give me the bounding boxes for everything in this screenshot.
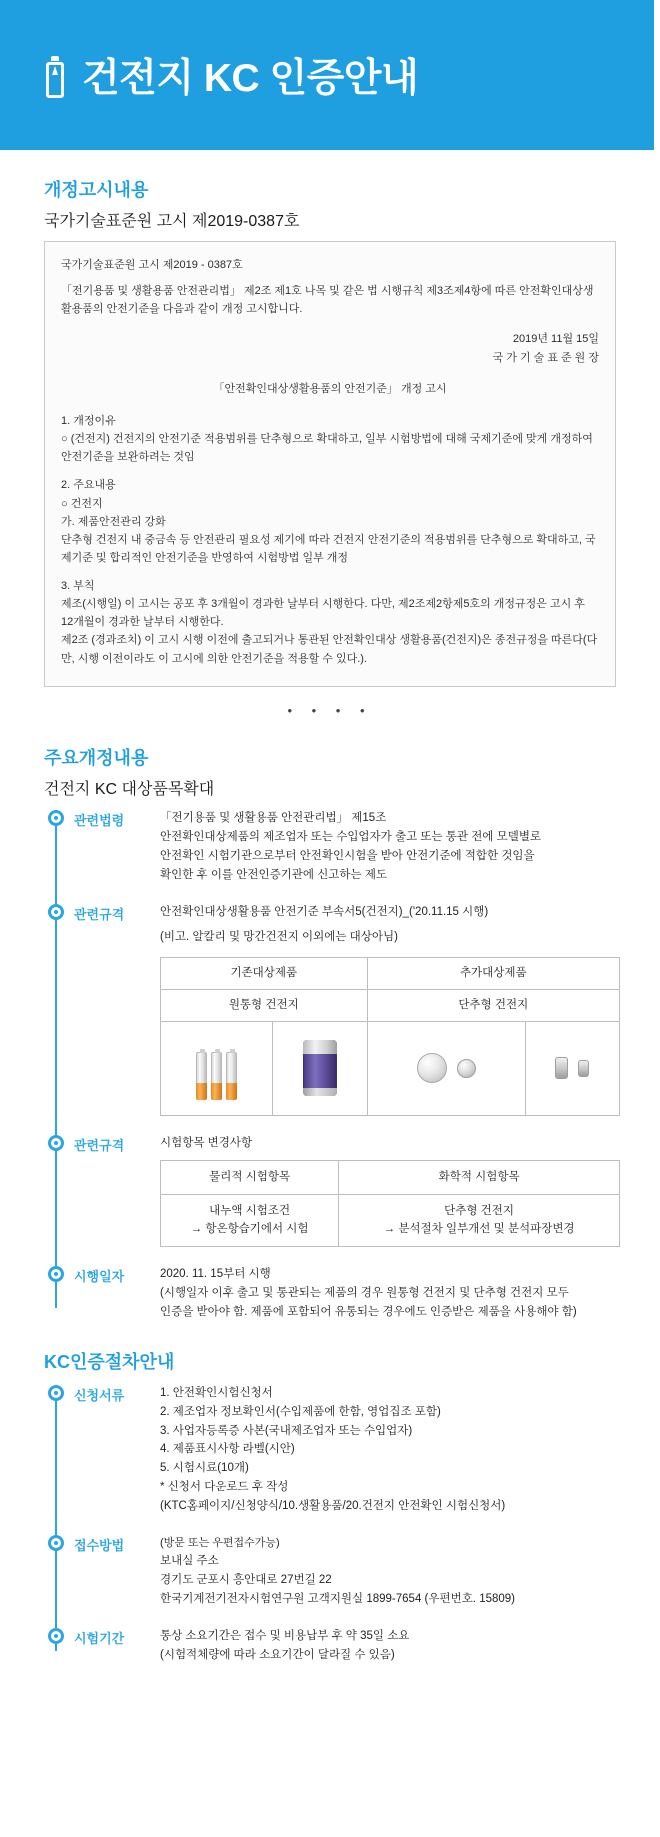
section-divider-dots: • • • • [287,702,373,718]
timeline-label: 접수방법 [74,1538,125,1554]
submission-line-2: 보내실 주소 [160,1555,219,1568]
doc-line-7: (KTC홈페이지/신청양식/10.생활용품/20.건전지 안전확인 시험신청서) [160,1500,506,1513]
doc-line-4: 4. 제품표시사항 라벨(시안) [160,1443,295,1456]
timeline-body [160,1534,660,1609]
timeline-dot-icon [48,1628,64,1644]
page-title: 건전지 KC 인증안내 [82,57,419,100]
timeline-label: 시행일자 [74,1268,125,1284]
product-scope-table [160,957,620,1116]
aa-batteries-image [161,1021,273,1115]
timeline-body [160,809,660,885]
timeline-dot-icon [48,1535,64,1551]
law-line-4: 확인한 후 이를 안전인증기관에 신고하는 제도 [160,868,388,881]
notice-content-a: ○ 건전지 [61,497,103,510]
submission-line-3: 경기도 군포시 흥안대로 27번길 22 [160,1574,332,1587]
timeline-item-documents [44,1384,660,1517]
timeline-label: 관련법령 [74,812,125,828]
table-row [161,1021,620,1115]
timeline-body [160,903,660,1116]
notice-addendum-a: 제조(시행일) 이 고시는 공포 후 3개월이 경과한 날부터 시행한다. 다만, 제2조제2항제5호의 개정규정은 고시 후 12개월이 경과한 날부터 시행한다. [61,598,585,629]
test-cell-chemical-line1: 단추형 건전지 [444,1204,515,1217]
standard-line-2: (비고. 알칼리 및 망간건전지 이외에는 대상아님) [160,930,398,943]
effective-line-3: 인증을 받아야 함. 제품에 포함되어 유통되는 경우에도 인증받은 제품을 사용해야 함) [160,1305,577,1318]
duration-line-1: 통상 소요기간은 접수 및 비용납부 후 약 35일 소요 [160,1630,410,1643]
test-header-physical: 물리적 시험항목 [161,1161,339,1194]
submission-line-1: (방문 또는 우편접수가능) [160,1537,280,1550]
notice-content-heading: 2. 주요내용 [61,479,116,492]
section-heading-main: 주요개정내용 [44,747,149,768]
timeline-dot-icon [48,904,64,920]
doc-line-2: 2. 제조업자 정보확인서(수입제품에 한함, 영업집조 포함) [160,1405,441,1418]
timeline-label: 신청서류 [74,1387,125,1403]
timeline-label: 관련규격 [74,906,125,922]
notice-issuer: 국 가 기 술 표 준 원 장 [492,352,599,365]
timeline-body [160,1265,660,1322]
test-cell-physical [161,1194,339,1246]
page-gutter [654,0,660,1699]
timeline-body [160,1627,660,1665]
table-header-existing: 기존대상제품 [161,957,368,989]
kc-timeline [0,1384,660,1666]
test-cell-physical-line2: → 항온항습기에서 시험 [190,1223,309,1236]
effective-line-2: (시행일자 이후 출고 및 통관되는 제품의 경우 원통형 건전지 및 단추형 건전지 모두 [160,1286,569,1299]
notice-content-b: 가. 제품안전관리 강화 [61,515,166,528]
timeline-item-law [44,809,660,885]
timeline-body [160,1134,660,1247]
timeline-item-test-items [44,1134,660,1247]
test-header-chemical: 화학적 시험항목 [339,1161,620,1194]
test-cell-chemical [339,1194,620,1246]
timeline-dot-icon [48,1266,64,1282]
section-heading-notice: 개정고시내용 [44,180,149,200]
battery-icon [42,52,68,98]
timeline-dot-icon [48,1135,64,1151]
test-items-line-1: 시험항목 변경사항 [160,1136,253,1149]
duration-line-2: (시험적체량에 따라 소요기간이 달라질 수 있음) [160,1649,395,1662]
notice-subheading: 국가기술표준원 고시 제2019-0387호 [44,213,300,230]
table-header-added: 추가대상제품 [367,957,619,989]
timeline-dot-icon [48,1385,64,1401]
doc-line-3: 3. 사업자등록증 사본(국내제조업자 또는 수입업자) [160,1424,413,1437]
law-line-2: 안전확인대상제품의 제조업자 또는 수입업자가 출고 또는 통관 전에 모델별로 [160,830,542,843]
notice-reason-text: ○ (건전지) 건전지의 안전기준 적용범위를 단추형으로 확대하고, 일부 시험방법에 대해 국제기준에 맞게 개정하여 안전기준을 보완하려는 것임 [61,433,593,464]
table-cat-button: 단추형 건전지 [367,989,619,1021]
main-timeline [0,809,660,1322]
notice-date: 2019년 11월 15일 [512,333,599,346]
table-row [161,1194,620,1246]
notice-center-title: 「안전확인대상생활용품의 안전기준」 개정 고시 [213,382,447,395]
notice-box [44,241,616,687]
notice-addendum-b: 제2조 (경과조치) 이 고시 시행 이전에 출고되거나 통관된 안전확인대상 생활용품(건전지)은 종전규정을 따른다(다만, 시행 이전이라도 이 고시에 의한 안전기준을 적용할 수 있다.). [61,634,598,665]
doc-line-5: 5. 시험시료(10개) [160,1462,249,1475]
timeline-label: 관련규격 [74,1137,125,1153]
timeline-dot-icon [48,810,64,826]
table-row [161,989,620,1021]
notice-line1: 국가기술표준원 고시 제2019 - 0387호 [61,259,243,271]
test-items-table [160,1160,620,1246]
table-cat-cylindrical: 원통형 건전지 [161,989,368,1021]
law-line-3: 안전확인 시험기관으로부터 안전확인시험을 받아 안전기준에 적합한 것임을 [160,849,535,862]
standard-line-1: 안전확인대상생활용품 안전기준 부속서5(건전지)_('20.11.15 시행) [160,905,489,918]
effective-line-1: 2020. 11. 15부터 시행 [160,1267,271,1280]
table-row [161,1161,620,1194]
test-cell-physical-line1: 내누액 시험조건 [209,1204,291,1217]
law-line-1: 「전기용품 및 생활용품 안전관리법」 제15조 [160,811,387,824]
notice-content-c: 단추형 건전지 내 중금속 등 안전관리 필요성 제기에 따라 건전지 안전기준의 적용범위를 단추형으로 확대하고, 국제기준 및 합리적인 안전기준을 반영하여 시험방법 일부 개정 [61,533,596,564]
d-cell-battery-image [273,1021,367,1115]
page-banner [0,0,660,150]
timeline-body [160,1384,660,1517]
submission-line-4: 한국기계전기전자시험연구원 고객지원실 1899-7654 (우편번호. 15809) [160,1593,516,1606]
timeline-item-standard [44,903,660,1116]
timeline-item-submission [44,1534,660,1609]
coin-cells-side-image [525,1021,619,1115]
section-heading-kc: KC인증절차안내 [44,1351,175,1372]
timeline-item-duration [44,1627,660,1665]
notice-reason-heading: 1. 개정이유 [61,414,116,427]
main-subheading: 건전지 KC 대상품목확대 [44,780,215,798]
timeline-label: 시험기간 [74,1631,125,1647]
test-cell-chemical-line2: → 분석절차 일부개선 및 분석파장변경 [383,1223,575,1236]
doc-line-6: * 신청서 다운로드 후 작성 [160,1481,289,1494]
doc-line-1: 1. 안전확인시험신청서 [160,1386,273,1399]
table-row [161,957,620,989]
coin-cells-image [367,1021,525,1115]
notice-addendum-heading: 3. 부칙 [61,580,95,593]
timeline-item-effective-date [44,1265,660,1322]
notice-line2: 「전기용품 및 생활용품 안전관리법」 제2조 제1호 나목 및 같은 법 시행규칙 제3조제4항에 따른 안전확인대상생활용품의 안전기준을 다음과 같이 개정 고시합니다. [61,285,594,316]
